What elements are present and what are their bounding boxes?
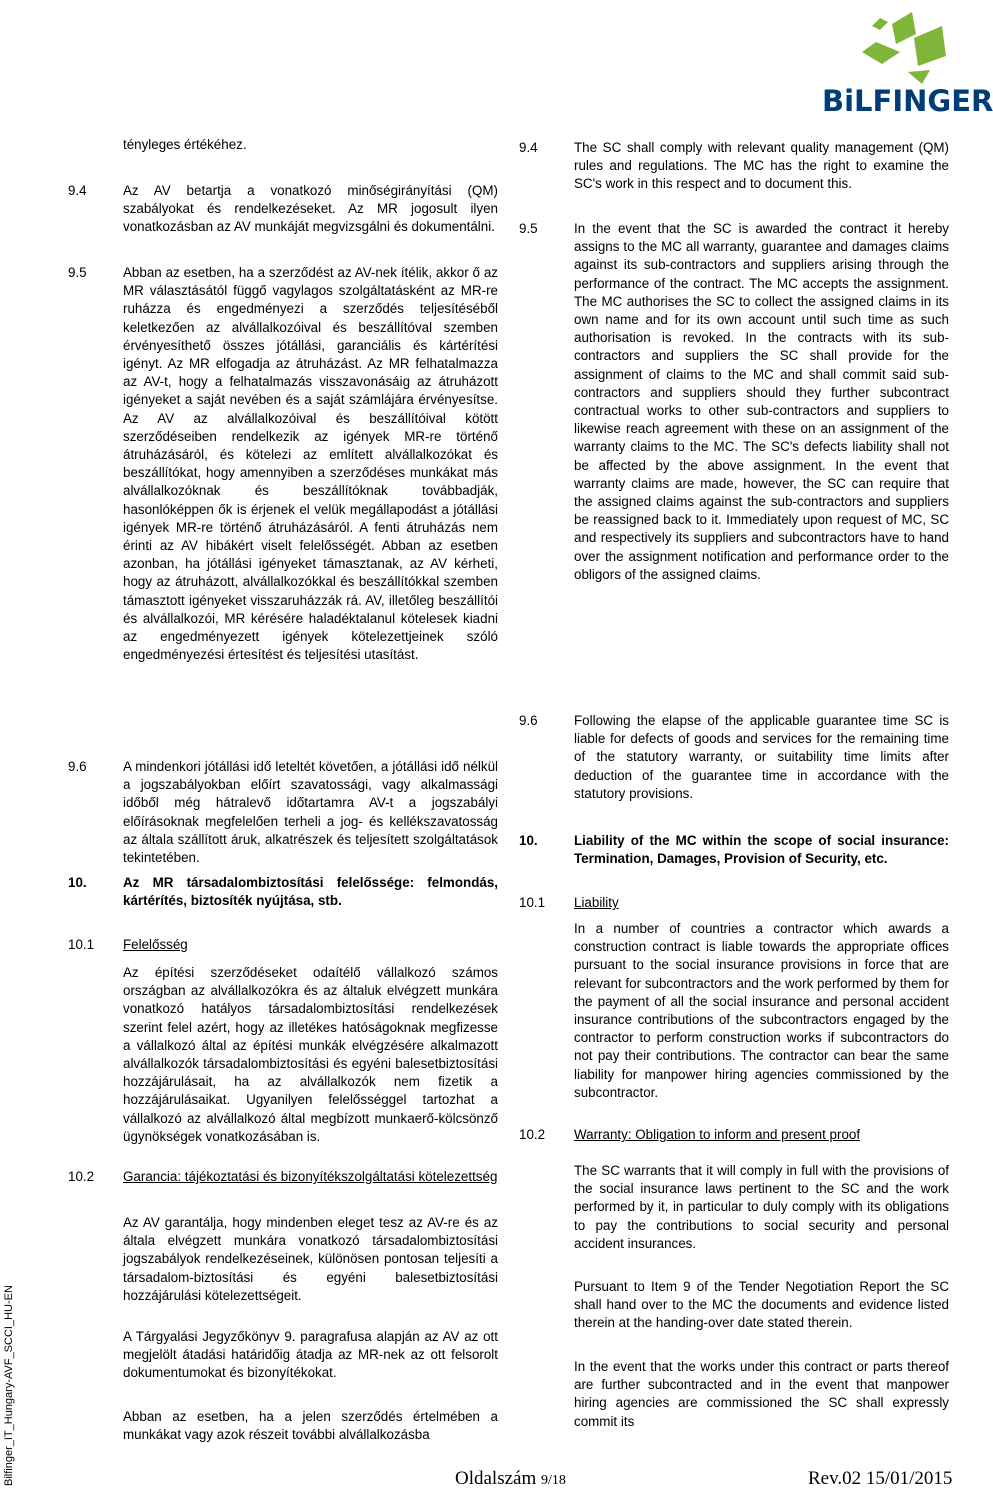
section-text: The SC shall comply with relevant quality management (QM) rules and regulations. The MC has the right to examine the SC's work in this respect and to document this. [574, 140, 949, 192]
left-10-1-text: Az építési szerződéseket odaítélő vállalkozó számos országban az alvállalkozókra és az általuk elvégzett munkára vonatkozó hatályos társadalombiztosítási rendelkezések szerint felel azért, hogy az illetékes hatóságoknak megfizesse a vállalkozó által az építési munkák elvégzésére alkalmazott alvállalkozók társadalombiztosítási és egyéni balesetbiztosítási hozzájárulásait, ha az alvállalkozók nem fizetik a hozzájárulásaikat. Ugyanilyen felelősséggel tartozhat a vállalkozó az alvállalkozó által megbízott munkaerő-kölcsönző ügynökségek vonatkozásában is. [123, 965, 498, 1144]
section-number: 9.6 [68, 759, 87, 774]
section-number: 9.6 [519, 713, 538, 728]
left-section-9-4 [68, 182, 498, 237]
section-text: In the event that the SC is awarded the contract it hereby assigns to the MC all warranty, guarantee and damages claims against its sub-contractors and suppliers arising through the performance of the contract. The MC accepts the assignment. The MC authorises the SC to collect the assigned claims in its own name and for its own account until such time as such authorisation is revoked. In the contracts with its sub-contractors and suppliers the SC shall provide for the assignment of claims to the MC and shall commit said sub-contractors and suppliers should they further subcontract contractual works to other sub-contractors and suppliers to likewise reach agreement with these on an assignment of the warranty claims to the MC. The SC's defects liability shall not be affected by the above assignment. In the event that warranty claims are made, however, the SC can require that the assigned claims against the sub-contractors and suppliers be reassigned back to it. Immediately upon request of MC, SC and respectively its suppliers and subcontractors have to hand over the assignment notification and performance order to the obligors of the assigned claims. [574, 221, 949, 582]
left-section-10-2 [68, 1168, 498, 1186]
page-count: 9/18 [541, 1473, 566, 1488]
right-10-2-paragraph-3: In the event that the works under this contract or parts thereof are further subcontracted and in the event that manpower hiring agencies are commissioned the SC shall expressly commit its [574, 1359, 949, 1429]
section-number: 10. [519, 833, 538, 848]
left-section-10-heading [68, 874, 498, 910]
section-text: Az AV betartja a vonatkozó minőségirányítási (QM) szabályokat és rendelkezéseket. Az MR jogosult ilyen vonatkozásban az AV munkáját megvizsgálni és dokumentálni. [123, 183, 498, 235]
right-section-9-6 [519, 712, 949, 803]
section-text: Following the elapse of the applicable guarantee time SC is liable for defects of goods and services for the remaining time of the statutory warranty, or suitability time limits after deduction of the guarantee time in accordance with the statutory provisions. [574, 713, 949, 801]
left-10-2-paragraph-2: A Tárgyalási Jegyzőkönyv 9. paragrafusa alapján az AV az ott megjelölt átadási határidőig átadja az MR-nek az ott felsorolt dokumentumokat és bizonyítékokat. [123, 1329, 498, 1381]
page-number [455, 1469, 566, 1491]
left-continuation: tényleges értékéhez. [123, 137, 247, 152]
section-text: Abban az esetben, ha a szerződést az AV-nek ítélik, akkor ő az MR választásától függő vagylagos szolgáltatásként az MR-re ruházza és engedményezi a szerződés teljesítéséből keletkezően az alvállalkozóival és beszállítóval szemben érvényesíthető összes jótállási, garanciális és kártérítési igényt. Az MR elfogadja az átruházást. Az MR felhatalmazza az AV-t, hogy a felhatalmazás visszavonásáig az átruházott igényeket a saját nevében és a saját számlájára érvényesítse. Az AV az alvállalkozóival és beszállítóival kötött szerződéseiben rendelkezik az igények MR-re történő átruházásáról, és kötelezi az említett alvállalkozókat és beszállítókat, hogy amennyiben a szerződéses munkákat más alvállalkozóknak és beszállítóknak továbbadják, hasonlóképpen ők is érjenek el velük megállapodást a jótállási igények MR-re történő átruházásáról. A fenti átruházás nem érinti az AV hibákért viselt felelősségét. Abban az esetben azonban, ha jótállási igényeket támasztanak, az AV kérheti, hogy az átruházott, alvállalkozókkal és beszállítókkal szemben támasztott igényeket visszaruházzák rá. AV, illetőleg beszállítói és alvállalkozói, MR kérésére haladéktalanul kötelesek kiadni az engedményezett igények kötelezettjeinek szóló engedményezési értesítést és teljesítési utasítást. [123, 265, 498, 663]
brand-name: BiLFINGER [822, 84, 993, 118]
left-section-9-6 [68, 758, 498, 867]
section-number: 10. [68, 875, 87, 890]
section-number: 9.4 [519, 140, 538, 155]
left-section-10-1 [68, 936, 498, 954]
section-title: Felelősség [123, 937, 188, 952]
logo-mark-icon [818, 8, 960, 88]
section-number: 10.1 [519, 895, 546, 910]
right-10-1-text: In a number of countries a contractor which awards a construction contract is liable towards the appropriate offices pursuant to the social insurance provisions in force that are relevant for subcontractors and the work performed by them for the payment of all the social insurance and personal accident insurance contributions of the subcontractors engaged by the contractor to perform construction works if subcontractors do not pay their contributions. The contractor can bear the same liability for manpower hiring agencies commissioned by the subcontractor. [574, 921, 949, 1100]
section-number: 10.2 [519, 1127, 546, 1142]
document-code: Bilfinger_IT_Hungary-AVF_SCCI_HU-EN [3, 1285, 15, 1486]
section-number: 10.1 [68, 937, 95, 952]
right-10-2-paragraph-1: The SC warrants that it will comply in full with the provisions of the social insurance laws pertinent to the SC and the work performed by it, in particular to duly comply with its obligations to pay the contributions to social security and personal accident insurances. [574, 1163, 949, 1251]
section-title: Liability [574, 895, 619, 910]
section-title: Az MR társadalombiztosítási felelőssége: felmondás, kártérítés, biztosíték nyújtása, stb. [123, 875, 498, 909]
right-section-10-heading [519, 832, 949, 868]
left-10-2-paragraph-1: Az AV garantálja, hogy mindenben eleget tesz az AV-re és az általa elvégzett munkára vonatkozó társadalombiztosítási jogszabályok rendelkezéseinek, különösen pontosan teljesíti a társadalom-biztosítási és egyéni balesetbiztosítási hozzájárulási kötelezettségeit. [123, 1215, 498, 1303]
right-section-10-1 [519, 894, 949, 912]
right-section-9-5 [519, 220, 949, 584]
section-number: 9.5 [68, 265, 87, 280]
right-section-10-2 [519, 1126, 949, 1144]
right-10-2-paragraph-2: Pursuant to Item 9 of the Tender Negotiation Report the SC shall hand over to the MC the documents and evidence listed therein at the handing-over date stated therein. [574, 1279, 949, 1331]
left-section-9-5 [68, 264, 498, 664]
section-number: 9.4 [68, 183, 87, 198]
page-label: Oldalszám [455, 1468, 537, 1489]
section-number: 9.5 [519, 221, 538, 236]
revision-label: Rev.02 15/01/2015 [808, 1468, 953, 1489]
section-title: Warranty: Obligation to inform and present proof [574, 1127, 861, 1142]
section-number: 10.2 [68, 1169, 95, 1184]
section-title: Liability of the MC within the scope of social insurance: Termination, Damages, Provision of Security, etc. [574, 833, 949, 867]
left-10-2-paragraph-3: Abban az esetben, ha a jelen szerződés értelmében a munkákat vagy azok részeit további alvállalkozásba [123, 1409, 498, 1443]
section-text: A mindenkori jótállási idő leteltét követően, a jótállási idő nélkül a jogszabályokban előírt szavatossági, vagy alkalmassági időből még hátralevő időtartamra AV-t a jogszabályi előírásoknak megfelelően terheli a jog- és kellékszavatosság az általa szállított áruk, alkatrészek és teljesített szolgáltatások tekintetében. [123, 759, 498, 866]
section-title: Garancia: tájékoztatási és bizonyítékszolgáltatási kötelezettség [123, 1169, 498, 1184]
right-section-9-4 [519, 139, 949, 194]
